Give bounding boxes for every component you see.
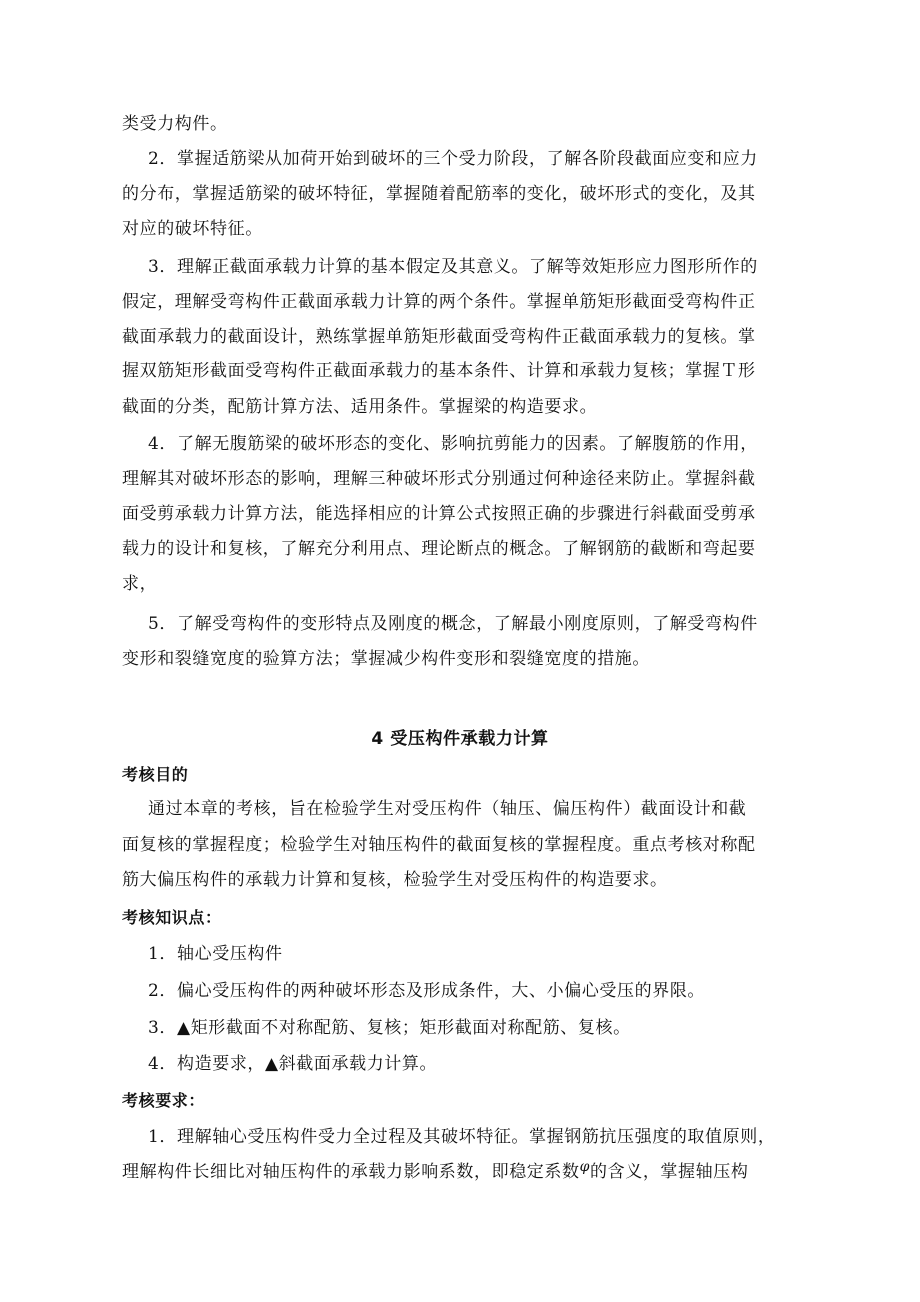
text-line: 5．了解受弯构件的变形特点及刚度的概念，了解最小刚度原则，了解受弯构件 (148, 614, 758, 634)
text-line: 1．理解轴心受压构件受力全过程及其破坏特征。掌握钢筋抗压强度的取值原则， (148, 1127, 776, 1147)
text-line: 类受力构件。 (122, 114, 228, 134)
text-line: 面受剪承载力计算方法，能选择相应的计算公式按照正确的步骤进行斜截面受剪承 (122, 504, 756, 524)
text-line: 的分布，掌握适筋梁的破坏特征，掌握随着配筋率的变化，破坏形式的变化，及其 (122, 184, 756, 204)
text-segment: 的含义，掌握轴压构 (590, 1162, 749, 1182)
text-line: 面复核的掌握程度；检验学生对轴压构件的截面复核的掌握程度。重点考核对称配 (122, 835, 756, 855)
text-line: 3．理解正截面承载力计算的基本假定及其意义。了解等效矩形应力图形所作的 (148, 257, 758, 277)
text-line: 截面承载力的截面设计，熟练掌握单筋矩形截面受弯构件正截面承载力的复核。掌 (122, 327, 756, 347)
text-line: 4．了解无腹筋梁的破坏形态的变化、影响抗剪能力的因素。了解腹筋的作用， (148, 434, 758, 454)
text-line: 2．掌握适筋梁从加荷开始到破坏的三个受力阶段，了解各阶段截面应变和应力 (148, 149, 758, 169)
text-line: 对应的破坏特征。 (122, 219, 263, 239)
text-line: 筋大偏压构件的承载力计算和复核，检验学生对受压构件的构造要求。 (122, 870, 668, 890)
text-line: 握双筋矩形截面受弯构件正截面承载力的基本条件、计算和承载力复核；掌握Ｔ形 (122, 361, 756, 381)
text-line: 假定，理解受弯构件正截面承载力计算的两个条件。掌握单筋矩形截面受弯构件正 (122, 292, 756, 312)
purpose-heading: 考核目的 (122, 765, 189, 784)
text-line: 载力的设计和复核，了解充分利用点、理论断点的概念。了解钢筋的截断和弯起要 (122, 539, 756, 559)
list-item: 2．偏心受压构件的两种破坏形态及形成条件，大、小偏心受压的界限。 (148, 981, 706, 1001)
text-line (122, 1160, 748, 1185)
knowledge-heading: 考核知识点： (122, 908, 222, 927)
text-line: 截面的分类，配筋计算方法、适用条件。掌握梁的构造要求。 (122, 397, 598, 417)
text-line: 求， (122, 574, 158, 594)
text-line: 变形和裂缝宽度的验算方法；掌握减少构件变形和裂缝宽度的措施。 (122, 649, 650, 669)
text-line: 理解其对破坏形态的影响，理解三种破坏形式分别通过何种途径来防止。掌握斜截 (122, 469, 756, 489)
text-line: 通过本章的考核，旨在检验学生对受压构件（轴压、偏压构件）截面设计和截 (148, 799, 747, 819)
phi-symbol: φ (579, 1159, 591, 1175)
text-segment: 理解构件长细比对轴压构件的承载力影响系数，即稳定系数 (122, 1162, 580, 1182)
list-item: 3．▲矩形截面不对称配筋、复核；矩形截面对称配筋、复核。 (148, 1018, 631, 1038)
list-item: 1．轴心受压构件 (148, 944, 283, 964)
requirements-heading: 考核要求： (122, 1091, 206, 1110)
list-item: 4．构造要求，▲斜截面承载力计算。 (148, 1054, 438, 1074)
section-title: 4 受压构件承载力计算 (371, 729, 549, 749)
